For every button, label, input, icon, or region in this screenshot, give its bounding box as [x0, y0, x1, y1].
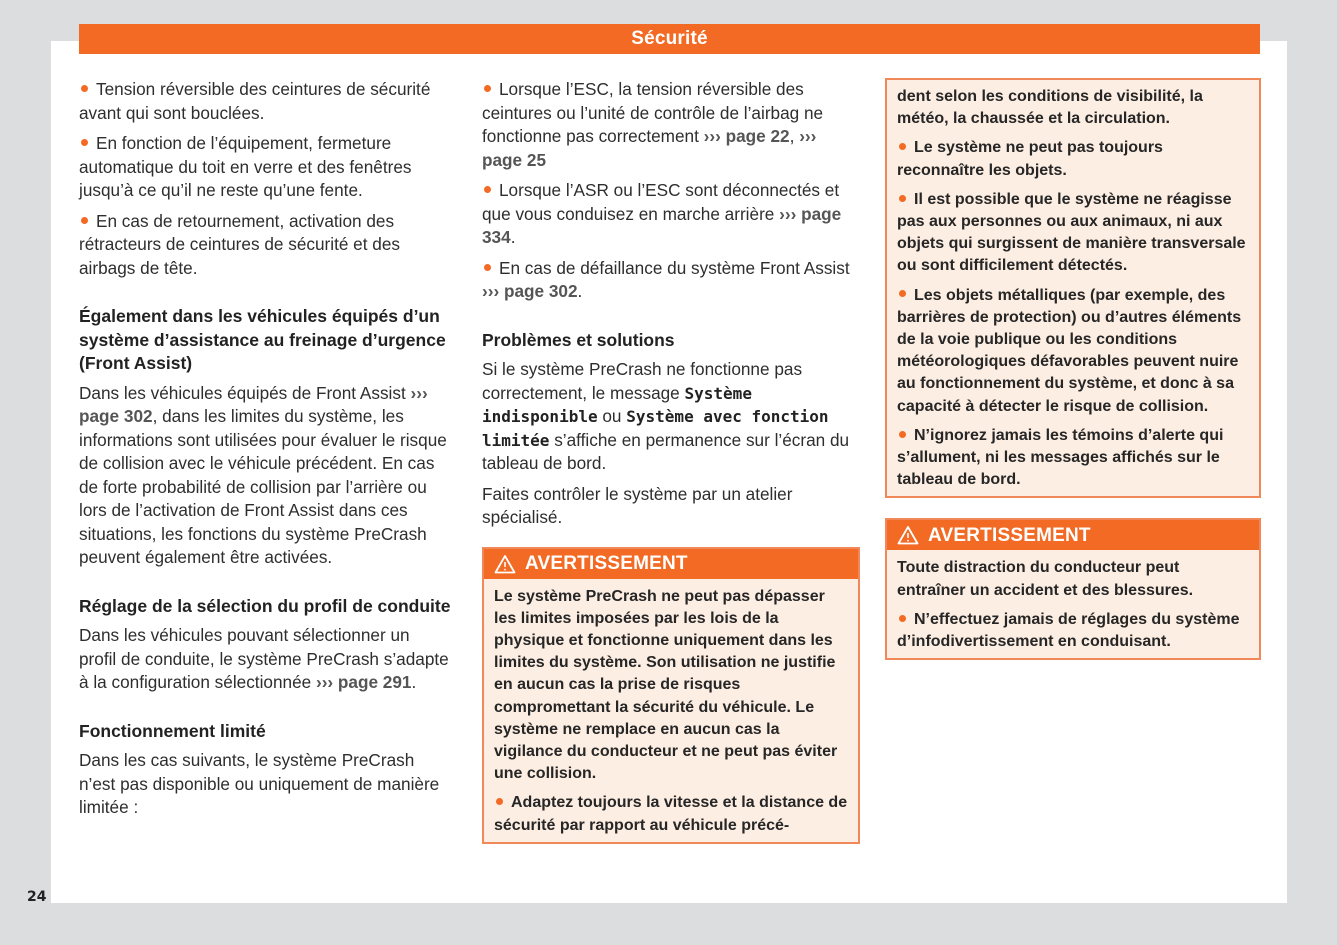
list-item: Lorsque l’ESC, la tension réversible des ceintures ou l’unité de contrôle de l’airbag ne fonctionne pas correctement ››› page 22, ››› page 25 [482, 78, 858, 172]
column-2 [482, 78, 858, 844]
warning-bullet: Adaptez toujours la vitesse et la distance de sécurité par rapport au véhicule précé- [494, 792, 848, 836]
warning-header [484, 549, 858, 579]
paragraph-problems: Si le système PreCrash ne fonctionne pas correctement, le message Système indisponible ou Système avec fonction limitée s’affiche en permanence sur l’écran du tableau de bord. [482, 359, 850, 473]
warning-bullet: Les objets métalliques (par exemple, des barrières de protection) ou d’autres éléments de la voie publique ou les conditions météorologiques défavorables peuvent nuire au fonctionnement du système, et donc à sa capacité à détecter le risque de collision. [897, 285, 1249, 418]
list-item: En fonction de l’équipement, fermeture automatique du toit en verre et des fenêtres jusqu’à ce qu’il ne reste qu’une fente. [79, 132, 451, 203]
list-item: En cas de retournement, activation des rétracteurs de ceintures de sécurité et des airbags de tête. [79, 210, 451, 281]
page-link[interactable]: ››› page 302 [482, 281, 578, 301]
page-link[interactable]: ››› page 334 [482, 203, 842, 247]
page-link[interactable]: ››› page 22 [703, 126, 790, 146]
column-1 [79, 78, 451, 827]
display-message: Système avec fonction limitée [482, 407, 829, 450]
page-link[interactable]: ››› page 25 [482, 126, 817, 170]
paragraph-front-assist: Dans les véhicules équipés de Front Assist ››› page 302, dans les limites du système, les informations sont utilisées pour évaluer le risque de collision avec le véhicule précédent. En cas de forte probabilité de collision par l’arrière ou lors de l’activation de Front Assist dans ces situations, les fonctions du système PreCrash peuvent également être activées. [79, 382, 447, 567]
warning-body [484, 579, 858, 842]
warning-box-continued [885, 78, 1261, 498]
warning-body [887, 550, 1259, 658]
warning-bullet: N’ignorez jamais les témoins d’alerte qui s’allument, ni les messages affichés sur le tableau de bord. [897, 425, 1249, 492]
list-item: En cas de défaillance du système Front Assist ››› page 302. [482, 257, 858, 304]
column-3 [885, 78, 1261, 660]
warning-body [887, 80, 1259, 496]
warning-header [887, 520, 1259, 550]
warning-bullet: N’effectuez jamais de réglages du système d’infodivertissement en conduisant. [897, 609, 1249, 653]
section-header-bar [79, 24, 1260, 54]
list-item: Lorsque l’ASR ou l’ESC sont déconnectés et que vous conduisez en marche arrière ››› page 334. [482, 179, 858, 250]
page-link[interactable]: ››› page 291 [315, 672, 412, 692]
section-heading-driving-profile: Réglage de la sélection du profil de conduite [79, 595, 451, 616]
section-heading-problems: Problèmes et solutions [482, 329, 675, 350]
paragraph-limited-operation: Dans les cas suivants, le système PreCrash n’est pas disponible ou uniquement de manière limitée : [79, 750, 440, 817]
warning-box-2 [885, 518, 1261, 660]
warning-bullet: Le système ne peut pas toujours reconnaître les objets. [897, 137, 1249, 181]
warning-box [482, 547, 860, 844]
warning-title: AVERTISSEMENT [525, 552, 688, 574]
section-title: Sécurité [631, 28, 708, 49]
warning-text: dent selon les conditions de visibilité, la météo, la chaussée et la circulation. [897, 88, 1203, 128]
page-link[interactable]: ››› page 302 [79, 382, 428, 426]
section-heading-limited-operation: Fonctionnement limité [79, 720, 266, 741]
warning-bullet: Il est possible que le système ne réagisse pas aux personnes ou aux animaux, ni aux objets qui surgissent de manière transversale ou sont difficilement détectés. [897, 189, 1249, 278]
list-item: Tension réversible des ceintures de sécurité avant qui sont bouclées. [79, 78, 451, 125]
warning-title: AVERTISSEMENT [928, 524, 1091, 546]
section-heading-front-assist: Également dans les véhicules équipés d’un système d’assistance au freinage d’urgence (Front Assist) [79, 306, 446, 373]
paragraph-workshop: Faites contrôler le système par un atelier spécialisé. [482, 483, 793, 527]
warning-text: Le système PreCrash ne peut pas dépasser les limites imposées par les lois de la physique et fonctionne uniquement dans les limites du système. Son utilisation ne justifie en aucun cas la prise de risques compromettant la sécurité du véhicule. Le système ne remplace en aucun cas la vigilance du conducteur et ne peut pas éviter une collision. [494, 587, 838, 783]
display-message: Système indisponible [482, 383, 752, 426]
paragraph-driving-profile: Dans les véhicules pouvant sélectionner un profil de conduite, le système PreCrash s’adapte à la configuration sélectionnée ››› page 291. [79, 625, 449, 692]
warning-triangle-icon [897, 525, 919, 545]
page-number: 24 [27, 889, 47, 905]
warning-triangle-icon [494, 554, 516, 574]
warning-text: Toute distraction du conducteur peut entraîner un accident et des blessures. [897, 559, 1194, 599]
